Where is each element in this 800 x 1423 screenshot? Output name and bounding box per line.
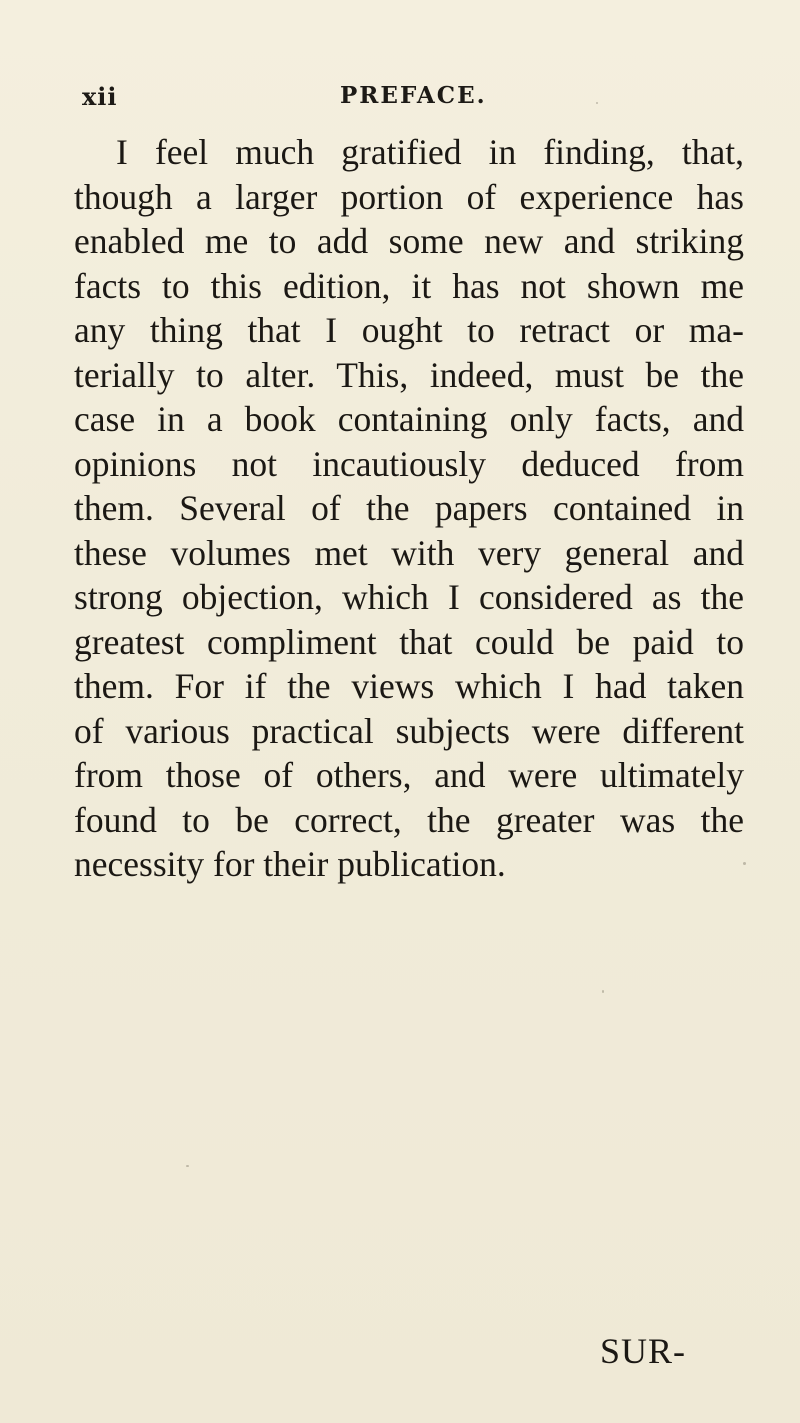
paper-speck [186, 1165, 189, 1167]
text-line: them. For if the views which I had taken [74, 666, 744, 706]
paper-speck [596, 102, 598, 104]
body-paragraph [74, 130, 744, 887]
text-line: any thing that I ought to retract or ma- [74, 310, 744, 350]
text-line: greatest compliment that could be paid to [74, 621, 744, 662]
text-line: though a larger portion of experience has [74, 176, 744, 217]
text-line: these volumes met with very general and [74, 532, 744, 573]
text-line: I feel much gratified in finding, that, [116, 132, 744, 172]
text-line: from those of others, and were ultimately [74, 755, 744, 795]
text-line: of various practical subjects were different [74, 710, 744, 751]
page-number: xii [82, 82, 118, 111]
text-line: terially to alter. This, indeed, must be the [74, 354, 744, 395]
text-line: case in a book containing only facts, and [74, 399, 744, 439]
text-line: opinions not incautiously deduced from [74, 443, 744, 484]
text-line: found to be correct, the greater was the [74, 799, 744, 840]
text-line: necessity for their publication. [74, 844, 506, 884]
paper-speck [743, 862, 746, 865]
text-line: enabled me to add some new and striking [74, 221, 744, 261]
page-header [82, 82, 718, 122]
text-line: them. Several of the papers contained in [74, 488, 744, 528]
text-line: strong objection, which I considered as the [74, 577, 744, 617]
catchword: SUR- [600, 1331, 687, 1371]
running-head: PREFACE. [340, 82, 487, 109]
text-line: facts to this edition, it has not shown me [74, 265, 744, 306]
paper-speck [602, 990, 604, 993]
